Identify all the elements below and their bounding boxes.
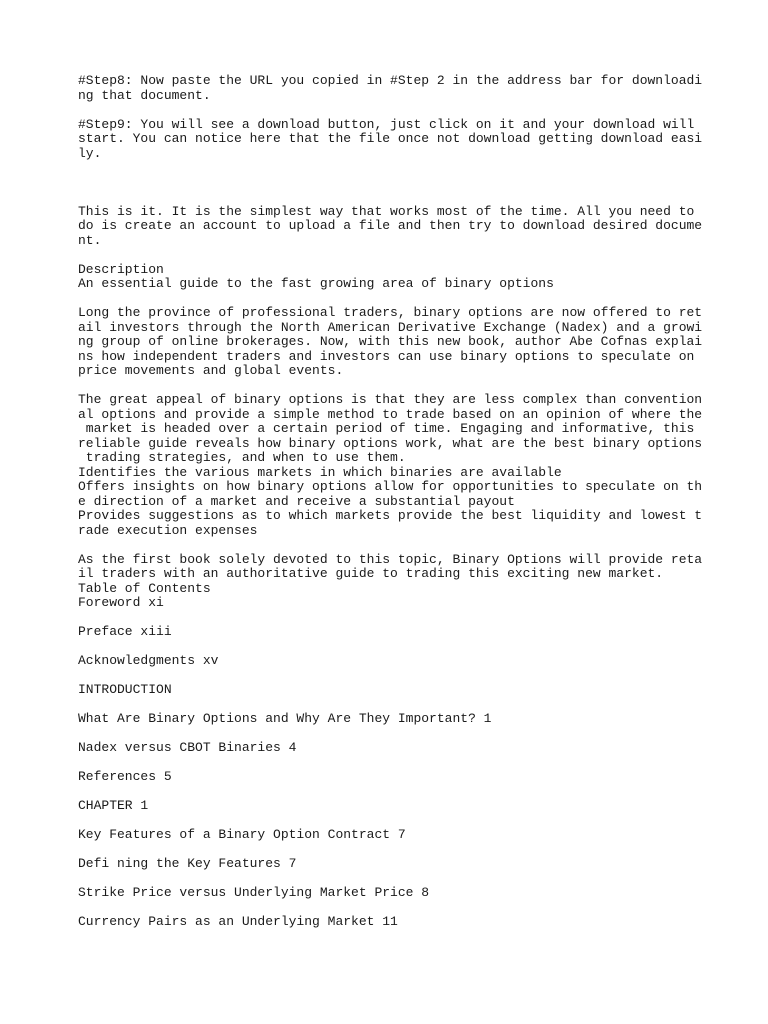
text-line: ng group of online brokerages. Now, with this new book, author Abe Cofnas explai	[78, 334, 703, 349]
blank-line	[78, 538, 728, 553]
text-line: Strike Price versus Underlying Market Price 8	[78, 885, 430, 900]
text-line: References 5	[78, 769, 172, 784]
text-line: al options and provide a simple method to trade based on an opinion of where the	[78, 406, 703, 422]
blank-line	[78, 292, 728, 307]
blank-line	[78, 901, 728, 916]
blank-line	[78, 176, 728, 191]
text-line: Description	[78, 261, 164, 277]
text-line: Defi ning the Key Features 7	[78, 856, 297, 871]
blank-line	[78, 785, 728, 800]
text-line: reliable guide reveals how binary options work, what are the best binary options	[78, 435, 703, 451]
blank-line	[78, 640, 728, 655]
text-line: il traders with an authoritative guide to trading this exciting new market.	[78, 566, 664, 581]
blank-line	[78, 669, 728, 684]
text-line: e direction of a market and receive a substantial payout	[78, 493, 515, 509]
blank-line	[78, 843, 728, 858]
text-line: #Step8: Now paste the URL you copied in #Step 2 in the address bar for downloadi	[78, 73, 703, 88]
text-line: INTRODUCTION	[78, 682, 172, 697]
text-line: Provides suggestions as to which markets provide the best liquidity and lowest t	[78, 508, 703, 523]
text-line: This is it. It is the simplest way that works most of the time. All you need to	[78, 203, 695, 219]
text-line: ns how independent traders and investors can use binary options to speculate on	[78, 348, 695, 364]
text-line: As the first book solely devoted to this topic, Binary Options will provide reta	[78, 551, 703, 567]
blank-line	[78, 379, 728, 394]
text-line: trading strategies, and when to use them.	[78, 450, 406, 465]
text-line: Key Features of a Binary Option Contract 7	[78, 827, 406, 842]
text-line: The great appeal of binary options is that they are less complex than convention	[78, 392, 703, 407]
blank-line	[78, 698, 728, 713]
blank-line	[78, 248, 728, 263]
document-body	[78, 74, 728, 930]
text-line: market is headed over a certain period of time. Engaging and informative, this	[78, 421, 695, 436]
text-line: ly.	[78, 145, 102, 161]
text-line: ail investors through the North American Derivative Exchange (Nadex) and a growi	[78, 319, 703, 335]
text-line: Acknowledgments xv	[78, 653, 219, 668]
text-line: #Step9: You will see a download button, just click on it and your download will	[78, 116, 695, 132]
text-line: An essential guide to the fast growing area of binary options	[78, 276, 554, 291]
text-line: do is create an account to upload a file and then try to download desired docume	[78, 218, 703, 233]
text-line: Foreword xi	[78, 595, 164, 610]
text-line: start. You can notice here that the file once not download getting download easi	[78, 131, 703, 146]
blank-line	[78, 161, 728, 176]
blank-line	[78, 814, 728, 829]
blank-line	[78, 756, 728, 771]
text-line: Nadex versus CBOT Binaries 4	[78, 740, 297, 755]
text-line: What Are Binary Options and Why Are They Important? 1	[78, 711, 492, 726]
text-line: CHAPTER 1	[78, 798, 149, 813]
text-line: Table of Contents	[78, 580, 211, 596]
blank-line	[78, 190, 728, 205]
text-line: ng that document.	[78, 87, 211, 103]
text-line: Long the province of professional traders, binary options are now offered to ret	[78, 305, 703, 320]
text-line: Preface xiii	[78, 624, 172, 639]
text-line: Currency Pairs as an Underlying Market 11	[78, 914, 398, 929]
text-line: nt.	[78, 232, 102, 248]
blank-line	[78, 872, 728, 887]
text-line: rade execution expenses	[78, 522, 258, 538]
blank-line	[78, 611, 728, 626]
text-line: price movements and global events.	[78, 363, 344, 378]
blank-line	[78, 727, 728, 742]
text-line: Identifies the various markets in which binaries are available	[78, 464, 562, 480]
text-line: Offers insights on how binary options allow for opportunities to speculate on th	[78, 479, 703, 494]
blank-line	[78, 103, 728, 118]
